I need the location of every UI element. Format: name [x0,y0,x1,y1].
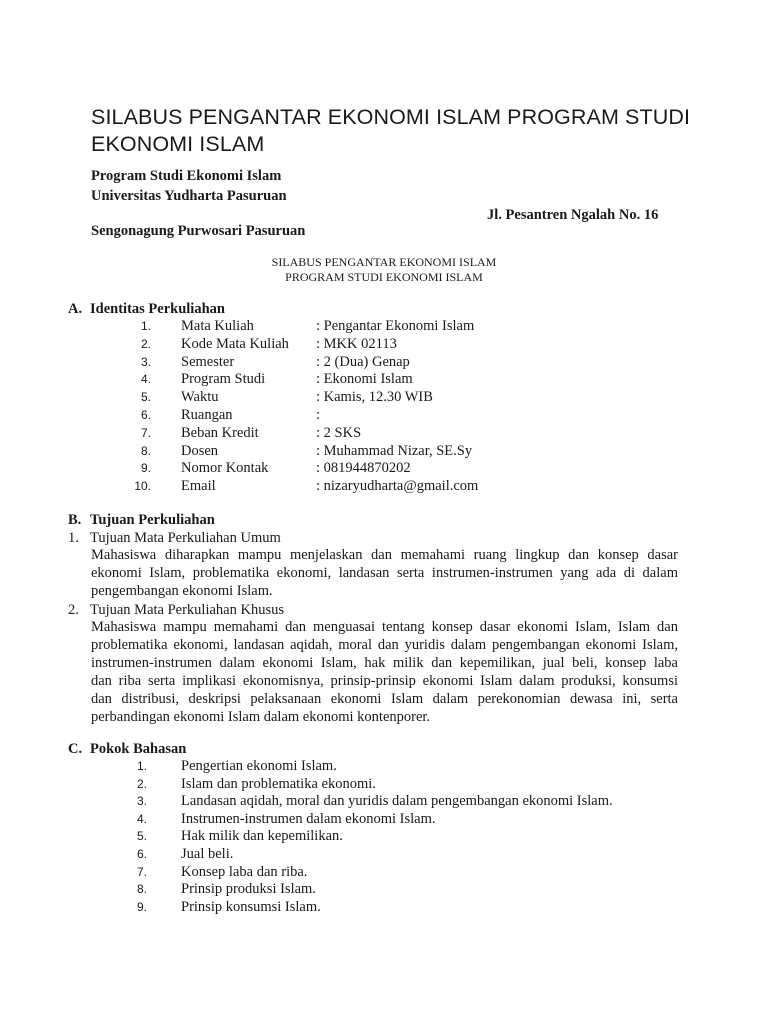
identity-row [0,424,768,442]
section-b-title [68,511,215,529]
email-value: : nizaryudharta@gmail.com [316,478,479,495]
topic-text: Prinsip konsumsi Islam. [181,898,321,915]
topic-number: 7. [136,864,147,879]
identity-row-number: 9. [140,461,151,476]
objective-specific-label: Tujuan Mata Perkuliahan Khusus [90,602,284,618]
section-b-letter: B. [68,512,82,528]
identity-row-label: Mata Kuliah [181,318,254,334]
identity-row-label: Kode Mata Kuliah [181,335,289,352]
identity-row-label: Dosen [181,442,219,459]
objective-specific-title [68,601,284,619]
topic-number: 6. [136,847,147,861]
topic-item [0,757,768,775]
topic-item [0,880,768,898]
identity-row-number: 2. [140,336,151,351]
identity-row-number: 4. [140,372,151,387]
topic-text: Prinsip produksi Islam. [181,881,316,898]
topic-text: Pengertian ekonomi Islam. [181,758,337,774]
topic-number: 2. [136,776,147,791]
topic-text: Konsep laba dan riba. [181,863,308,880]
topic-text: Islam dan problematika ekonomi. [181,775,376,792]
topic-item [0,810,768,828]
identity-row-label: Waktu [181,389,219,406]
topic-number: 4. [136,811,147,826]
header-university: Universitas Yudharta Pasuruan [91,188,287,204]
topic-number: 9. [136,899,147,914]
identity-row [0,477,768,495]
identity-row-value: : Kamis, 12.30 WIB [316,389,433,406]
section-a-label: Identitas Perkuliahan [90,301,225,317]
paragraph-line: problematika ekonomi, landasan aqidah, moral dan yuridis dalam pengembangan ekonomi Islam, [91,637,678,653]
paragraph-line: perbandingan ekonomi Islam dalam ekonomi kontenporer. [91,709,431,725]
identity-row-label: Beban Kredit [181,424,259,441]
identity-row-value: : Ekonomi Islam [316,371,413,388]
paragraph-line: Mahasiswa diharapkan mampu menjelaskan dan memahami ruang lingkup dan konsep dasar [91,547,678,563]
identity-row-number: 3. [140,354,151,369]
identity-row [0,317,768,335]
topic-number: 8. [136,882,147,897]
section-a-title [68,300,225,318]
header-address-street: Jl. Pesantren Ngalah No. 16 [487,207,659,223]
section-a-letter: A. [68,301,83,317]
objective-specific-number: 2. [68,602,79,618]
topic-item [0,898,768,916]
topic-number: 3. [136,794,147,809]
paragraph-line: dan riba serta implikasi ekonomisnya, prinsip-prinsip ekonomi Islam dalam produksi, konsumsi [91,673,678,689]
identity-row [0,442,768,460]
identity-row-number: 8. [140,443,151,458]
topic-item [0,792,768,810]
paragraph-line: pengembangan ekonomi Islam. [91,583,273,599]
identity-row-number: 1. [140,319,151,333]
section-c-letter: C. [68,741,83,757]
section-b-label: Tujuan Perkuliahan [90,512,215,528]
identity-row-value: : 2 (Dua) Genap [316,353,410,370]
topic-text: Instrumen-instrumen dalam ekonomi Islam. [181,810,436,827]
center-heading-line2: PROGRAM STUDI EKONOMI ISLAM [285,270,483,284]
paragraph-line: dan distribusi, deskripsi pelaksanaan ekonomi Islam dalam perekonomian dewasa ini, serta [91,691,678,707]
objective-general-title [68,529,281,547]
section-c-title [68,740,186,758]
paragraph-line: Mahasiswa mampu memahami dan menguasai tentang konsep dasar ekonomi Islam, Islam dan [91,619,678,635]
identity-row-label: Nomor Kontak [181,460,269,477]
topic-item [0,775,768,793]
identity-row-value: : [316,407,321,423]
identity-row-value: : Muhammad Nizar, SE.Sy [316,442,473,459]
paragraph-line: ekonomi Islam, problematika ekonomi, landasan serta instrumen-instrumen yang ada di dalam [91,565,678,581]
topic-text: Jual beli. [181,846,234,862]
identity-row-number: 6. [140,408,151,422]
identity-row-label: Email [181,478,216,495]
identity-row-number: 10. [134,479,151,494]
identity-row-value: : 081944870202 [316,460,411,477]
identity-row-number: 7. [140,425,151,440]
topic-text: Hak milik dan kepemilikan. [181,828,343,845]
identity-row-value: : Pengantar Ekonomi Islam [316,318,475,334]
identity-row [0,353,768,371]
objective-general-number: 1. [68,530,79,546]
topic-number: 5. [136,829,147,844]
document-title: SILABUS PENGANTAR EKONOMI ISLAM PROGRAM STUDI EKONOMI ISLAM [91,105,691,156]
objective-general-label: Tujuan Mata Perkuliahan Umum [90,530,281,546]
identity-row-number: 5. [140,390,151,405]
identity-row-label: Program Studi [181,371,266,388]
center-heading-line1: SILABUS PENGANTAR EKONOMI ISLAM [271,255,497,269]
objective-specific-text [91,618,678,726]
identity-row-label: Semester [181,353,235,370]
header-program-studi: Program Studi Ekonomi Islam [91,168,282,184]
paragraph-line: instrumen-instrumen dalam ekonomi Islam, hak milik dan kepemilikan, jual beli, konsep laba [91,655,678,671]
identity-row [0,459,768,477]
identity-row [0,388,768,406]
topic-number: 1. [136,759,147,773]
section-c-label: Pokok Bahasan [90,741,187,757]
header-address-city: Sengonagung Purwosari Pasuruan [91,223,306,239]
topic-item [0,827,768,845]
objective-general-text [91,546,678,600]
identity-row-value: : 2 SKS [316,424,362,441]
identity-row-label: Ruangan [181,407,233,423]
identity-row [0,335,768,353]
topic-text: Landasan aqidah, moral dan yuridis dalam pengembangan ekonomi Islam. [181,793,613,810]
identity-row [0,406,768,424]
identity-row [0,370,768,388]
identity-row-value: : MKK 02113 [316,335,397,352]
topic-item [0,863,768,881]
topic-item [0,845,768,863]
